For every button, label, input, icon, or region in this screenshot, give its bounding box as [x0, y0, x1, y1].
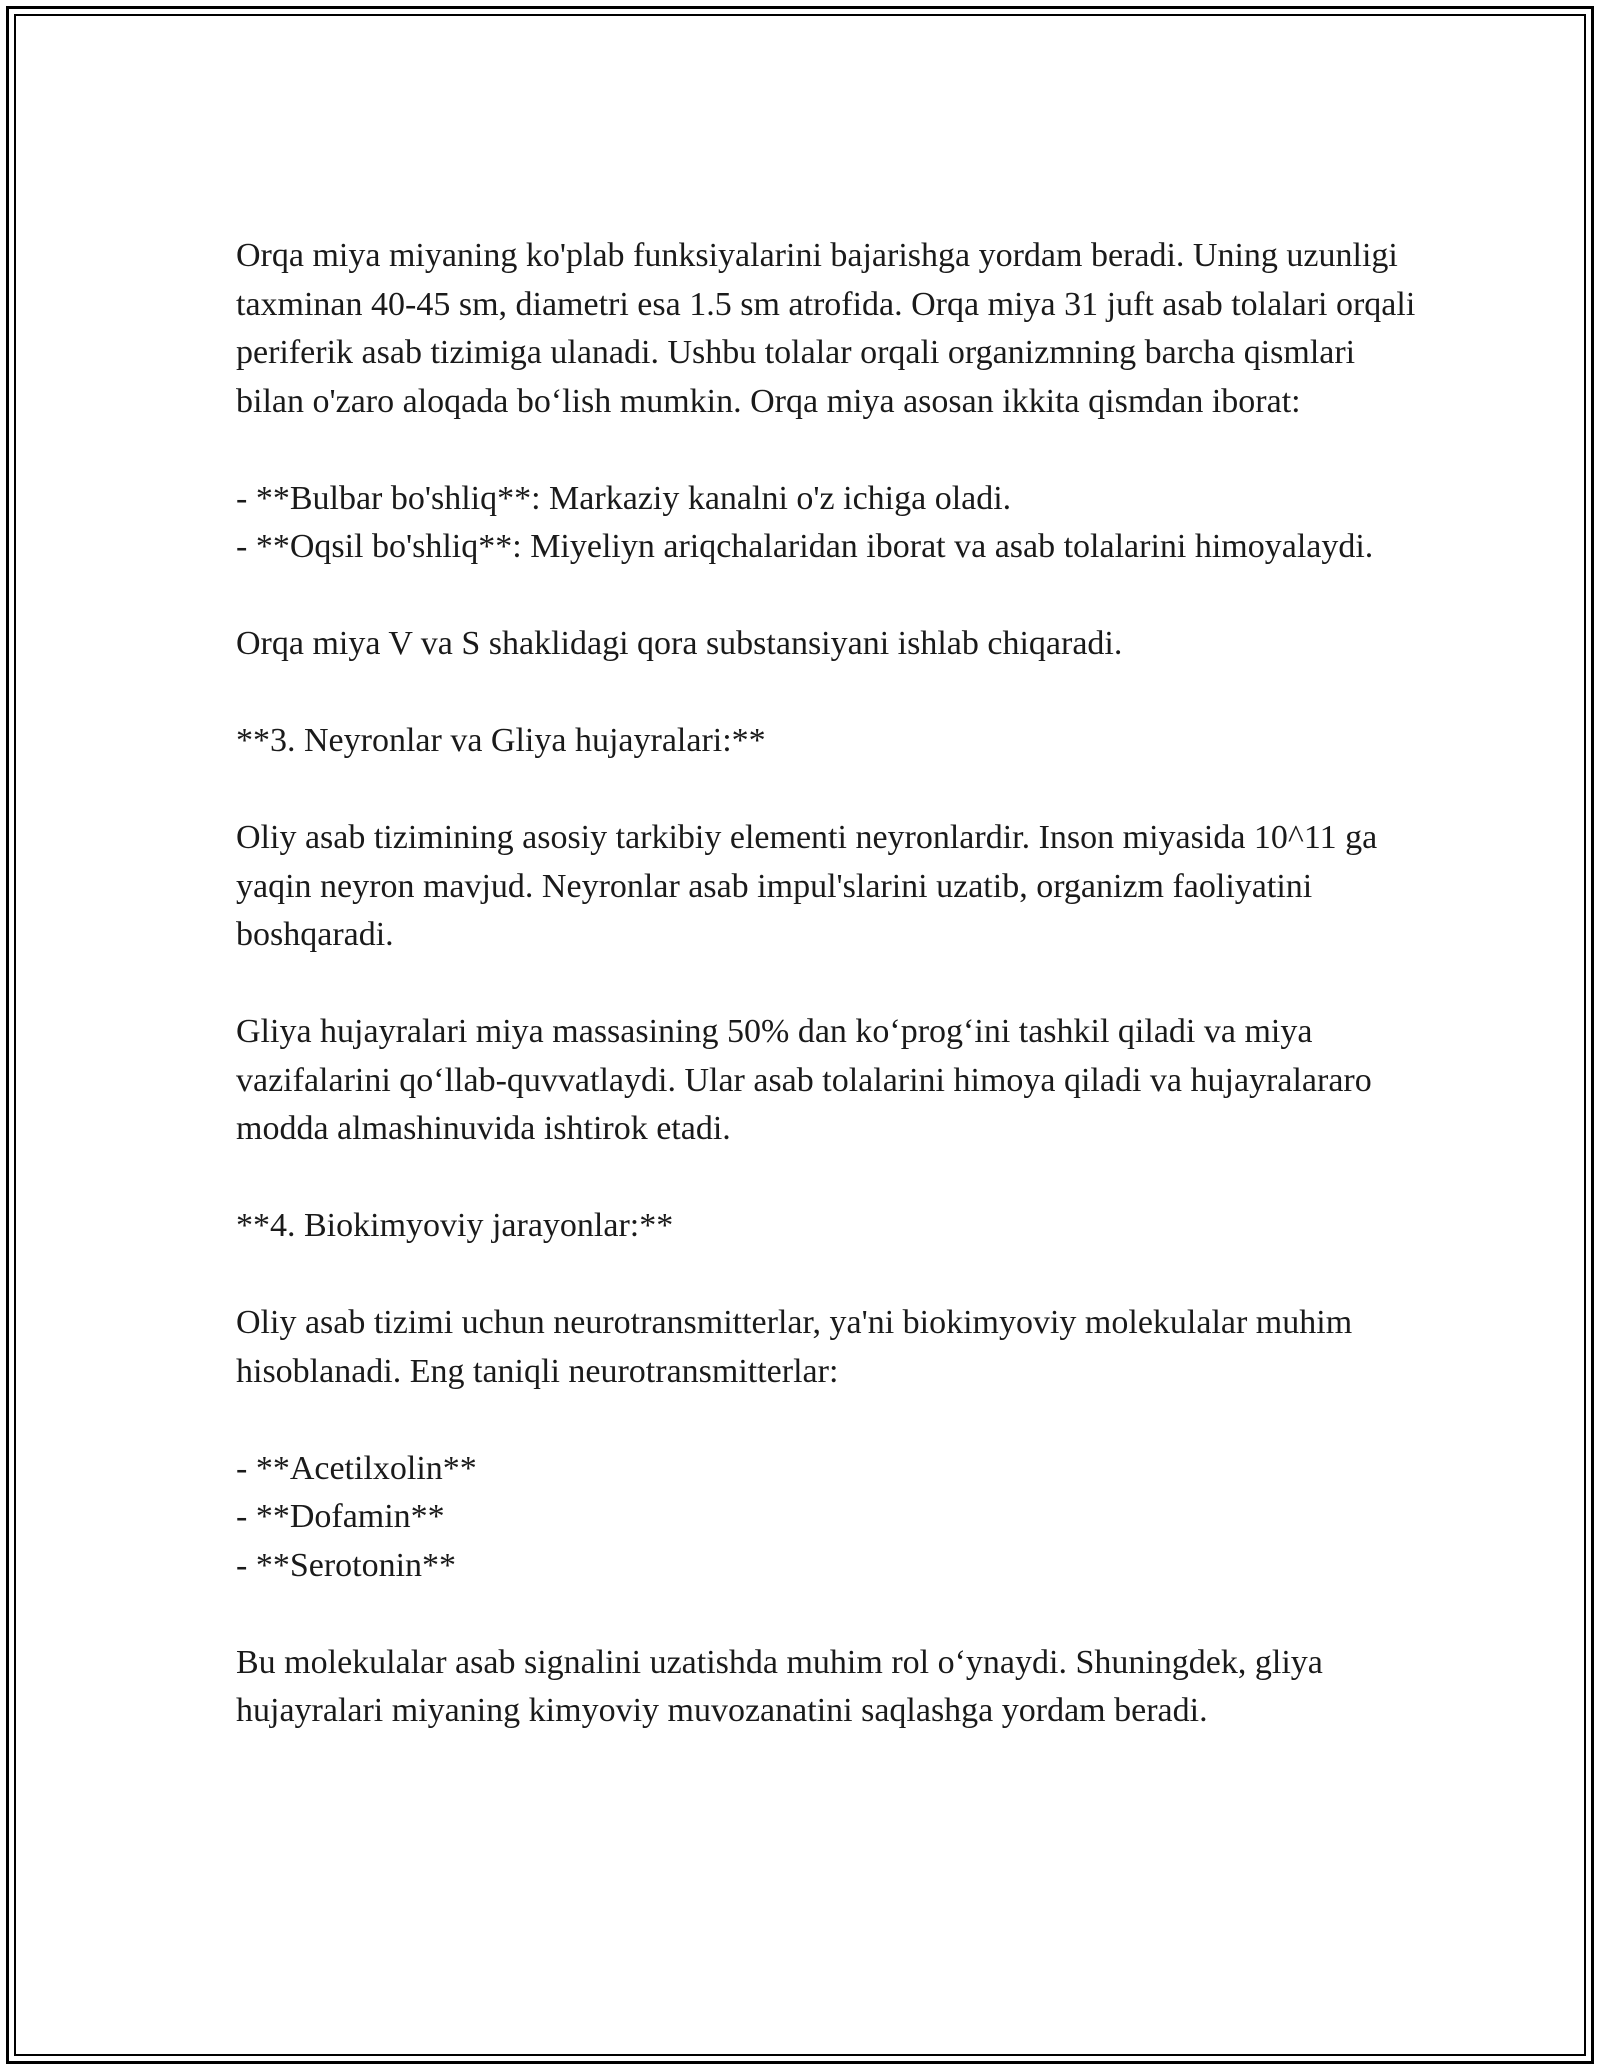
list-item-acetilxolin: - **Acetilxolin** [236, 1449, 477, 1487]
glia-paragraph: Gliya hujayralari miya massasining 50% dan ko‘prog‘ini tashkil qiladi va miya vazifalarini qo‘llab-quvvatlaydi. Ular asab tolalarini himoya qiladi va hujayralararo modda almashinuvida ishtirok etadi. [236, 1013, 1381, 1147]
list-item-dofamin: - **Dofamin** [236, 1498, 445, 1535]
neurons-paragraph: Oliy asab tizimining asosiy tarkibiy elementi neyronlardir. Inson miyasida 10^11 ga yaqin neyron mavjud. Neyronlar asab impul'slarini uzatib, organizm faoliyatini boshqaradi. [236, 819, 1386, 953]
document-body [236, 232, 1424, 1784]
section-4-heading: **4. Biokimyoviy jarayonlar:** [236, 1207, 674, 1244]
list-item-serotonin: - **Serotonin** [236, 1546, 457, 1584]
list-item-bulbar: - **Bulbar bo'shliq**: Markaziy kanalni o'z ichiga oladi. [236, 479, 1012, 517]
substance-paragraph: Orqa miya V va S shaklidagi qora substansiyani ishlab chiqaradi. [236, 625, 1123, 662]
neurotransmitters-paragraph: Oliy asab tizimi uchun neurotransmitterlar, ya'ni biokimyoviy molekulalar muhim hisoblanadi. Eng taniqli neurotransmitterlar: [236, 1304, 1361, 1390]
intro-paragraph: Orqa miya miyaning ko'plab funksiyalarini bajarishga yordam beradi. Uning uzunligi taxminan 40-45 sm, diametri esa 1.5 sm atrofida. Orqa miya 31 juft asab tolalari orqali periferik asab tizimiga ulanadi. Ushbu tolalar orqali organizmning barcha qismlari bilan o'zaro aloqada bo‘lish mumkin. Orqa miya asosan ikkita qismdan iborat: [236, 237, 1424, 420]
list-item-oqsil: - **Oqsil bo'shliq**: Miyeliyn ariqchalaridan iborat va asab tolalarini himoyalaydi. [236, 528, 1374, 565]
section-3-heading: **3. Neyronlar va Gliya hujayralari:** [236, 722, 766, 759]
closing-paragraph: Bu molekulalar asab signalini uzatishda muhim rol o‘ynaydi. Shuningdek, gliya hujayralari miyaning kimyoviy muvozanatini saqlashga yordam beradi. [236, 1643, 1332, 1729]
